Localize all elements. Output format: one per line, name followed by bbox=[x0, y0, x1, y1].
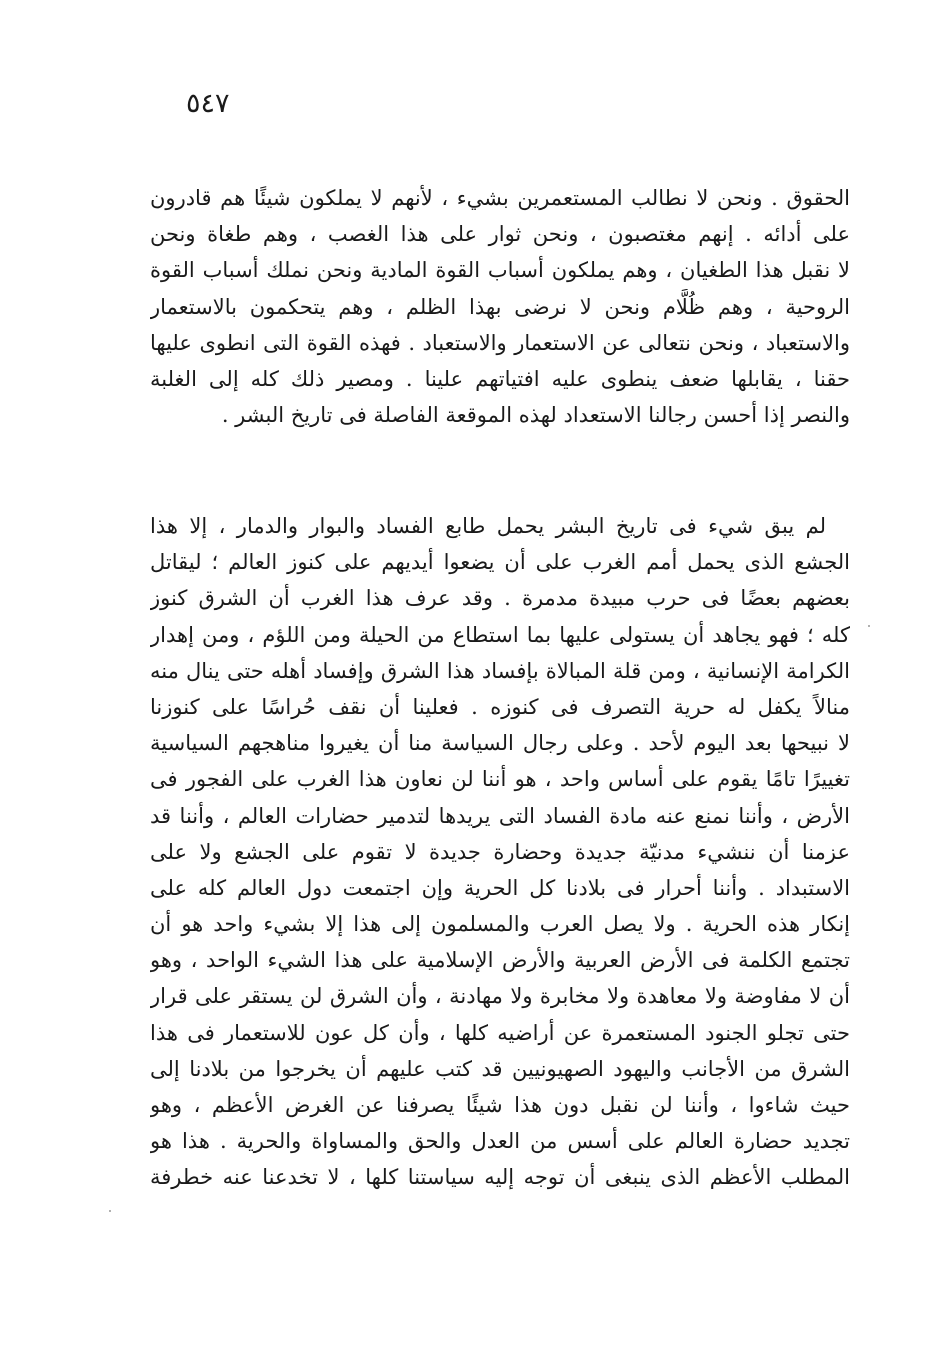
paragraph-line: أن لا مفاوضة ولا معاهدة ولا مخابرة ولا مهادنة ، وأن الشرق لن يستقر على قرار bbox=[150, 984, 850, 1009]
paragraph-line: لم يبق شيء فى تاريخ البشر يحمل طابع الفساد والبوار والدمار ، إلا هذا bbox=[150, 514, 826, 538]
paragraph-line: إنكار هذه الحرية . ولا يصل العرب والمسلمون إلى هذا إلا بشيء واحد هو أن bbox=[150, 912, 850, 937]
paragraph-line: الحقوق . ونحن لا نطالب المستعمرين بشيء ، لأنهم لا يملكون شيئًا هم قادرون bbox=[150, 186, 850, 210]
paragraph-line: بعضهم بعضًا فى حرب مبيدة مدمرة . وقد عرف هذا الغرب أن الشرق كنوز bbox=[150, 586, 850, 611]
paragraph-line: تغييرًا تامًا يقوم على أساس واحد ، هو أننا لن نعاون هذا الغرب على الفجور فى bbox=[150, 767, 850, 792]
paragraph-line: كله ؛ فهو يجاهد أن يستولى عليها بما استطاع من الحيلة ومن اللؤم ، ومن إهدار bbox=[150, 622, 850, 647]
paragraph-line: الجشع الذى يحمل أمم الغرب على أن يضعوا أيديهم على كنوز العالم ؛ ليقاتل bbox=[150, 550, 850, 575]
paragraph-line: لا نقبل هذا الطغيان ، وهم يملكون أسباب القوة المادية ونحن نملك أسباب القوة bbox=[150, 258, 850, 283]
paragraph-1 bbox=[150, 180, 850, 433]
paragraph-line: حتى تجلو الجنود المستعمرة عن أراضيه كلها ، وأن كل عون للاستعمار فى هذا bbox=[150, 1020, 850, 1045]
paragraph-line: تجتمع الكلمة فى الأرض العربية والأرض الإسلامية على هذا الشيء الواحد ، وهو bbox=[150, 948, 850, 973]
paragraph-line: الشرق من الأجانب واليهود الصهيونيين قد كتب عليهم أن يخرجوا من بلادنا إلى bbox=[150, 1056, 850, 1081]
paragraph-line: عزمنا أن ننشيء مدنيّة جديدة وحضارة جديدة لا تقوم على الجشع ولا على bbox=[150, 839, 850, 864]
paragraph-line: الكرامة الإنسانية ، ومن قلة المبالاة بإفساد هذا الشرق وإفساد أهله حتى ينال منه bbox=[150, 658, 850, 683]
scan-speck bbox=[109, 1210, 111, 1212]
paragraph-line: تجديد حضارة العالم على أسس من العدل والحق والمساواة والحرية . هذا هو bbox=[150, 1129, 850, 1154]
paragraph-line: الاستبداد . وأننا أحرار فى بلادنا كل الحرية وإن اجتمعت دول العالم كله على bbox=[150, 875, 850, 900]
paragraph-line: والنصر إذا أحسن رجالنا الاستعداد لهذه الموقعة الفاصلة فى تاريخ البشر . bbox=[221, 403, 850, 428]
paragraph-line: الأرض ، وأننا نمنع عنه مادة الفساد التى يريدها لتدمير حضارات العالم ، وأننا قد bbox=[150, 803, 850, 828]
paragraph-line: على أدائه . إنهم مغتصبون ، ونحن ثوار على هذا الغصب ، وهم طغاة ونحن bbox=[150, 222, 850, 247]
paragraph-line: الروحية ، وهم ظُلَّام ونحن لا نرضى بهذا الظلم ، وهم يتحكمون بالاستعمار bbox=[150, 294, 850, 319]
paragraph-line: لا نبيحها بعد اليوم لأحد . وعلى رجال السياسة منا أن يغيروا مناهجهم السياسية bbox=[150, 731, 850, 756]
scan-speck bbox=[868, 625, 870, 627]
paragraph-line: المطلب الأعظم الذى ينبغى أن توجه إليه سياستنا كلها ، لا تخدعنا عنه خطرفة bbox=[150, 1165, 850, 1190]
paragraph-line: حيث شاءوا ، وأننا لن نقبل دون هذا شيئًا يصرفنا عن الغرض الأعظم ، وهو bbox=[150, 1093, 850, 1117]
paragraph-line: والاستعباد ، ونحن نتعالى عن الاستعمار والاستعباد . فهذه القوة التى انطوى عليها bbox=[150, 330, 850, 355]
page-number: ٥٤٧ bbox=[186, 88, 230, 119]
paragraph-2 bbox=[150, 508, 850, 1196]
paragraph-line: منالاً يكفل له حرية التصرف فى كنوزه . فعلينا أن نقف حُراسًا على كنوزنا bbox=[150, 694, 850, 719]
paragraph-line: حقنا ، يقابلها ضعف ينطوى عليه افتياتهم علينا . ومصير ذلك كله إلى الغلبة bbox=[150, 366, 850, 391]
